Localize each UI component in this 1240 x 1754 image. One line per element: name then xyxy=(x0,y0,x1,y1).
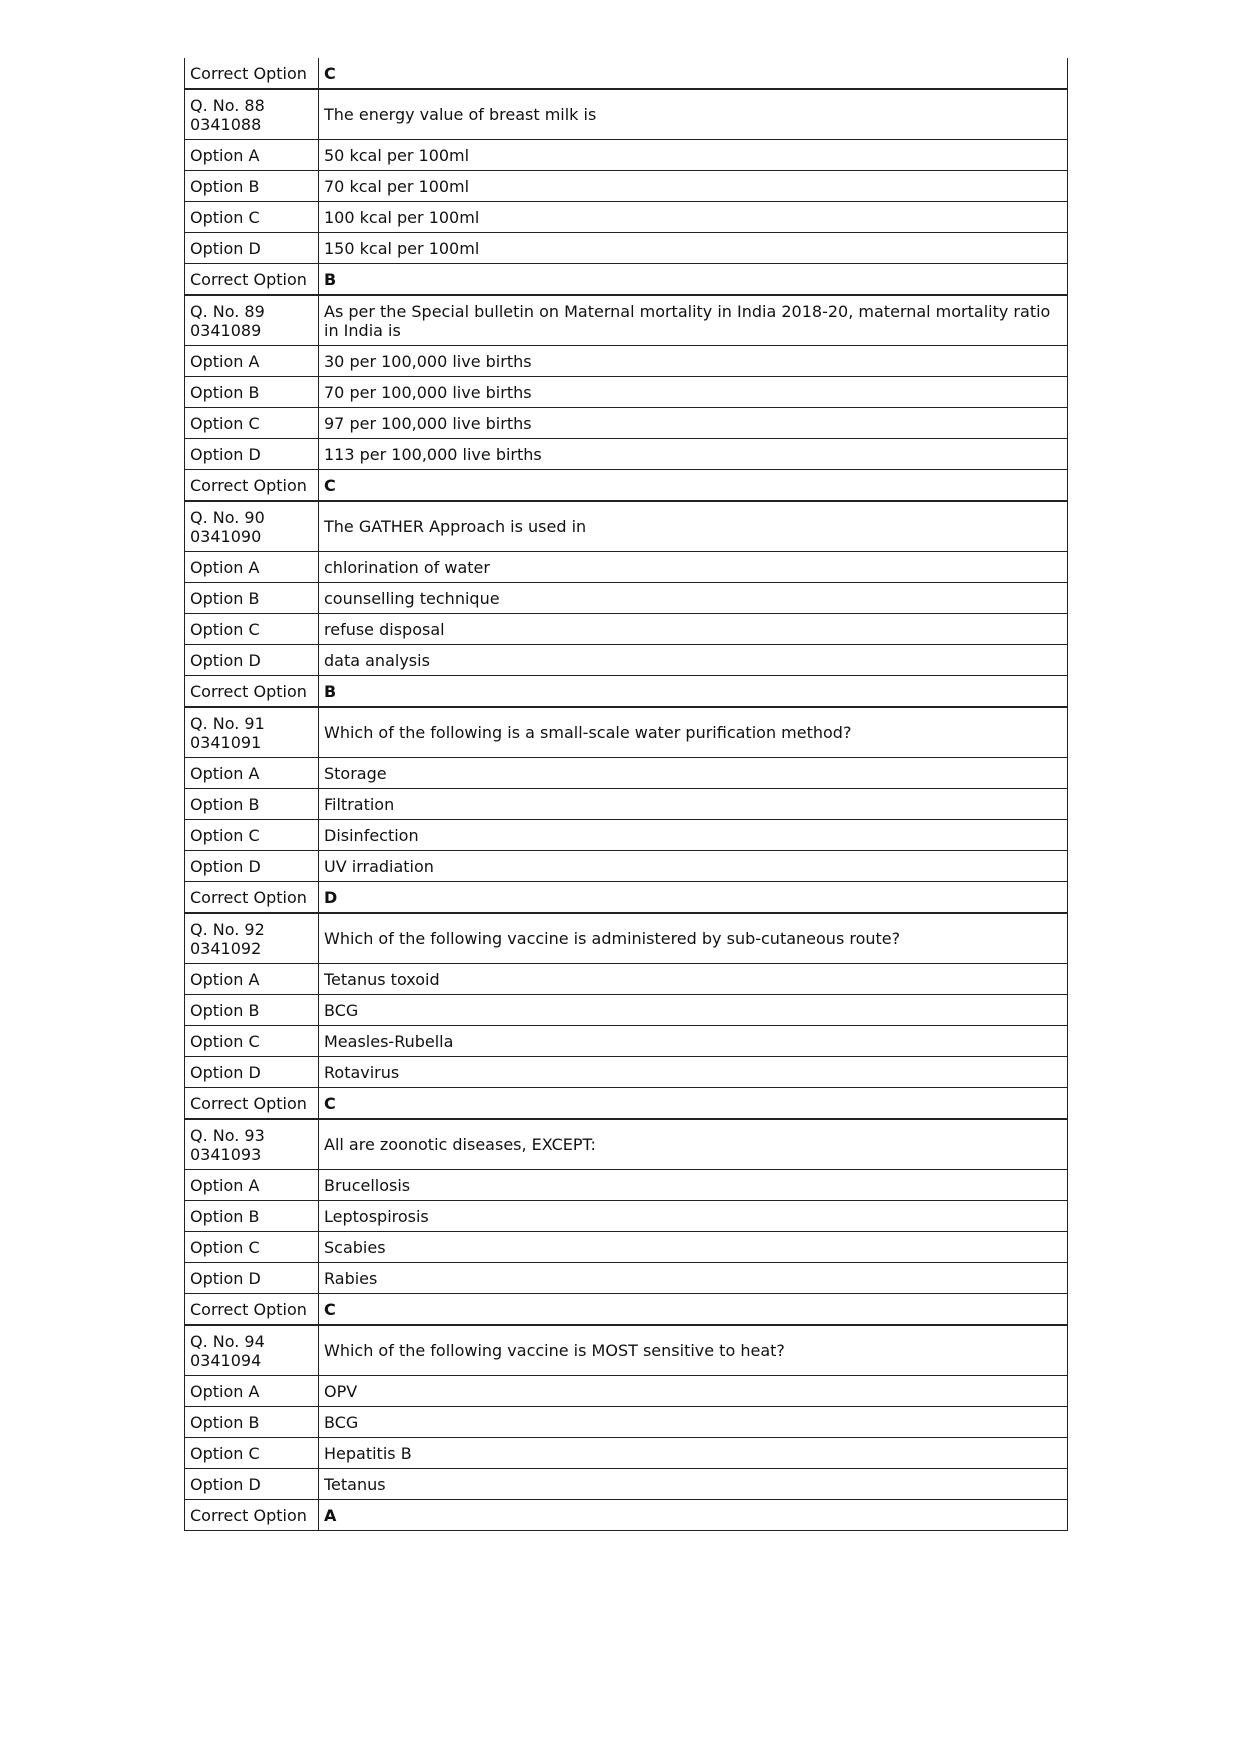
correct-option-row xyxy=(185,882,1068,913)
option-row-c xyxy=(185,408,1068,439)
option-row-a xyxy=(185,1170,1068,1201)
option-text: 113 per 100,000 live births xyxy=(319,439,1068,470)
correct-option-label: Correct Option xyxy=(185,676,319,707)
option-row-b xyxy=(185,995,1068,1026)
correct-option-value: D xyxy=(319,882,1068,913)
question-text: The energy value of breast milk is xyxy=(319,90,1068,140)
option-text: Rabies xyxy=(319,1263,1068,1294)
option-text: 30 per 100,000 live births xyxy=(319,346,1068,377)
question-number: Q. No. 91 xyxy=(190,713,265,733)
correct-option-label: Correct Option xyxy=(185,882,319,913)
option-label: Option A xyxy=(185,140,319,171)
correct-option-label: Correct Option xyxy=(185,1500,319,1531)
question-text: The GATHER Approach is used in xyxy=(319,502,1068,552)
option-row-c xyxy=(185,1232,1068,1263)
question-block-93 xyxy=(184,1119,1068,1325)
option-row-a xyxy=(185,964,1068,995)
option-label: Option D xyxy=(185,439,319,470)
option-label: Option A xyxy=(185,1376,319,1407)
option-text: refuse disposal xyxy=(319,614,1068,645)
question-number-cell xyxy=(185,1326,319,1376)
option-row-d xyxy=(185,1057,1068,1088)
option-row-b xyxy=(185,1201,1068,1232)
correct-option-value: B xyxy=(319,676,1068,707)
correct-option-label: Correct Option xyxy=(185,1294,319,1325)
question-text: Which of the following vaccine is MOST sensitive to heat? xyxy=(319,1326,1068,1376)
option-label: Option A xyxy=(185,758,319,789)
correct-option-value: C xyxy=(319,1294,1068,1325)
question-id: 0341093 xyxy=(190,1144,262,1164)
option-text: Tetanus xyxy=(319,1469,1068,1500)
correct-option-label: Correct Option xyxy=(185,264,319,295)
option-label: Option D xyxy=(185,233,319,264)
option-label: Option B xyxy=(185,1201,319,1232)
question-id: 0341088 xyxy=(190,114,262,134)
question-block-91 xyxy=(184,707,1068,913)
option-label: Option C xyxy=(185,1438,319,1469)
question-row xyxy=(185,296,1068,346)
option-row-b xyxy=(185,171,1068,202)
option-row-a xyxy=(185,1376,1068,1407)
question-number-cell xyxy=(185,502,319,552)
correct-option-row xyxy=(185,676,1068,707)
option-row-a xyxy=(185,552,1068,583)
option-row-d xyxy=(185,1469,1068,1500)
correct-option-row xyxy=(185,1088,1068,1119)
question-row xyxy=(185,502,1068,552)
correct-option-value: C xyxy=(319,1088,1068,1119)
option-text: OPV xyxy=(319,1376,1068,1407)
question-number-cell xyxy=(185,708,319,758)
question-number-cell xyxy=(185,914,319,964)
option-text: Brucellosis xyxy=(319,1170,1068,1201)
option-label: Option B xyxy=(185,1407,319,1438)
option-text: 70 kcal per 100ml xyxy=(319,171,1068,202)
option-label: Option C xyxy=(185,614,319,645)
option-text: BCG xyxy=(319,1407,1068,1438)
option-label: Option A xyxy=(185,552,319,583)
option-text: 50 kcal per 100ml xyxy=(319,140,1068,171)
option-row-a xyxy=(185,346,1068,377)
correct-option-row xyxy=(185,1500,1068,1531)
question-id: 0341090 xyxy=(190,526,262,546)
question-number: Q. No. 89 xyxy=(190,301,265,321)
option-text: UV irradiation xyxy=(319,851,1068,882)
question-paper-page xyxy=(184,58,1068,1531)
option-label: Option B xyxy=(185,995,319,1026)
option-row-d xyxy=(185,439,1068,470)
correct-option-value: A xyxy=(319,1500,1068,1531)
option-text: Storage xyxy=(319,758,1068,789)
question-text: Which of the following is a small-scale water purification method? xyxy=(319,708,1068,758)
question-id: 0341089 xyxy=(190,320,262,340)
option-row-b xyxy=(185,583,1068,614)
option-row-b xyxy=(185,789,1068,820)
option-label: Option B xyxy=(185,789,319,820)
question-id: 0341091 xyxy=(190,732,262,752)
correct-option-label: Correct Option xyxy=(185,58,319,89)
option-text: Hepatitis B xyxy=(319,1438,1068,1469)
question-row xyxy=(185,708,1068,758)
option-text: Measles-Rubella xyxy=(319,1026,1068,1057)
option-row-c xyxy=(185,614,1068,645)
option-row-d xyxy=(185,233,1068,264)
option-text: counselling technique xyxy=(319,583,1068,614)
option-label: Option C xyxy=(185,1232,319,1263)
option-label: Option C xyxy=(185,202,319,233)
option-row-d xyxy=(185,1263,1068,1294)
correct-option-value: C xyxy=(319,470,1068,501)
question-id: 0341094 xyxy=(190,1350,262,1370)
option-text: data analysis xyxy=(319,645,1068,676)
option-text: Leptospirosis xyxy=(319,1201,1068,1232)
correct-option-value: C xyxy=(319,58,1068,89)
option-text: Rotavirus xyxy=(319,1057,1068,1088)
option-text: Filtration xyxy=(319,789,1068,820)
option-row-c xyxy=(185,1026,1068,1057)
option-label: Option D xyxy=(185,645,319,676)
option-label: Option C xyxy=(185,408,319,439)
option-label: Option B xyxy=(185,171,319,202)
option-row-c xyxy=(185,202,1068,233)
question-block-90 xyxy=(184,501,1068,707)
option-text: 100 kcal per 100ml xyxy=(319,202,1068,233)
option-label: Option D xyxy=(185,851,319,882)
option-text: Tetanus toxoid xyxy=(319,964,1068,995)
option-label: Option B xyxy=(185,377,319,408)
question-text: All are zoonotic diseases, EXCEPT: xyxy=(319,1120,1068,1170)
option-label: Option D xyxy=(185,1263,319,1294)
option-text: Scabies xyxy=(319,1232,1068,1263)
correct-option-row xyxy=(185,58,1068,89)
option-label: Option C xyxy=(185,1026,319,1057)
correct-option-label: Correct Option xyxy=(185,1088,319,1119)
option-text: chlorination of water xyxy=(319,552,1068,583)
question-block-88 xyxy=(184,89,1068,295)
previous-question-tail xyxy=(184,58,1068,89)
correct-option-row xyxy=(185,470,1068,501)
option-label: Option A xyxy=(185,1170,319,1201)
option-row-d xyxy=(185,645,1068,676)
option-label: Option B xyxy=(185,583,319,614)
option-label: Option A xyxy=(185,964,319,995)
option-row-a xyxy=(185,140,1068,171)
question-number: Q. No. 90 xyxy=(190,507,265,527)
question-row xyxy=(185,1120,1068,1170)
question-number-cell xyxy=(185,296,319,346)
option-label: Option C xyxy=(185,820,319,851)
option-text: BCG xyxy=(319,995,1068,1026)
question-row xyxy=(185,914,1068,964)
correct-option-row xyxy=(185,1294,1068,1325)
correct-option-label: Correct Option xyxy=(185,470,319,501)
correct-option-value: B xyxy=(319,264,1068,295)
option-row-c xyxy=(185,820,1068,851)
option-row-b xyxy=(185,1407,1068,1438)
question-text: As per the Special bulletin on Maternal mortality in India 2018-20, maternal mortality ratio in India is xyxy=(319,296,1068,346)
option-row-b xyxy=(185,377,1068,408)
question-number-cell xyxy=(185,1120,319,1170)
question-row xyxy=(185,90,1068,140)
question-number-cell xyxy=(185,90,319,140)
option-label: Option A xyxy=(185,346,319,377)
question-block-92 xyxy=(184,913,1068,1119)
question-number: Q. No. 93 xyxy=(190,1125,265,1145)
correct-option-row xyxy=(185,264,1068,295)
option-row-a xyxy=(185,758,1068,789)
question-id: 0341092 xyxy=(190,938,262,958)
option-text: 150 kcal per 100ml xyxy=(319,233,1068,264)
option-row-d xyxy=(185,851,1068,882)
question-block-94 xyxy=(184,1325,1068,1531)
option-text: 97 per 100,000 live births xyxy=(319,408,1068,439)
option-label: Option D xyxy=(185,1469,319,1500)
option-text: 70 per 100,000 live births xyxy=(319,377,1068,408)
question-number: Q. No. 92 xyxy=(190,919,265,939)
question-number: Q. No. 94 xyxy=(190,1331,265,1351)
option-row-c xyxy=(185,1438,1068,1469)
question-row xyxy=(185,1326,1068,1376)
option-text: Disinfection xyxy=(319,820,1068,851)
question-number: Q. No. 88 xyxy=(190,95,265,115)
option-label: Option D xyxy=(185,1057,319,1088)
question-block-89 xyxy=(184,295,1068,501)
question-text: Which of the following vaccine is administered by sub-cutaneous route? xyxy=(319,914,1068,964)
